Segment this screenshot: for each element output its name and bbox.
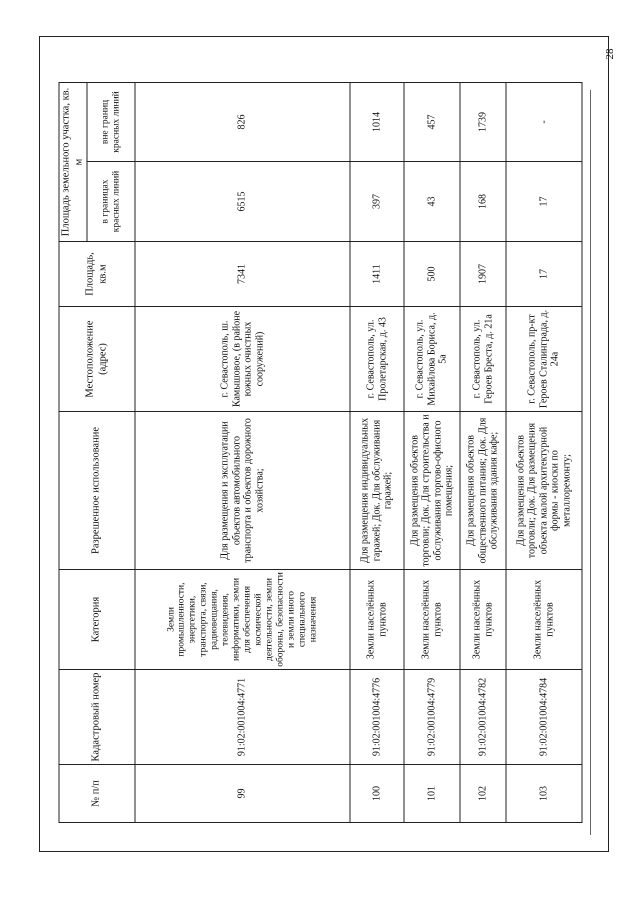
row-num: 101: [404, 764, 460, 822]
row-outside: 1739: [460, 82, 506, 161]
row-num: 99: [135, 764, 350, 822]
row-use: Для размещения и эксплуатации объектов автомобильного транспорта и объектов дорожного хозяйства;: [135, 411, 350, 569]
table-row: [350, 82, 404, 822]
table-row: [506, 82, 582, 822]
row-num: 102: [460, 764, 506, 822]
row-outside: -: [506, 82, 582, 161]
row-cadastral: 91:02:001004:4782: [460, 669, 506, 764]
row-location: г. Севастополь, пр-кт Героев Сталинграда, д. 24а: [506, 306, 582, 411]
row-inside: 17: [506, 161, 582, 241]
header-outside-red-lines: вне границ красных линий: [87, 82, 135, 161]
header-category: Категория: [59, 569, 135, 669]
rotated-table-container: [59, 83, 582, 823]
header-plot-area: Площадь земельного участка, кв. м: [59, 82, 87, 241]
header-num: № п/п: [59, 764, 135, 822]
row-category: Земли населённых пунктов: [506, 569, 582, 669]
row-category: Земли населённых пунктов: [404, 569, 460, 669]
row-use: Для размещения объектов торговли; Док. Для размещения объекта малой архитектурной формы - киоски по металлоремонту;: [506, 411, 582, 569]
row-inside: 43: [404, 161, 460, 241]
land-plots-table: [59, 81, 583, 822]
row-cadastral: 91:02:001004:4779: [404, 669, 460, 764]
footer-rule: [590, 90, 591, 835]
header-row-1: [59, 82, 87, 822]
row-outside: 457: [404, 82, 460, 161]
row-outside: 1014: [350, 82, 404, 161]
row-use: Для размещения объектов общественного питания; Док. Для обслуживания здания кафе;: [460, 411, 506, 569]
table-row: [135, 82, 350, 822]
row-num: 103: [506, 764, 582, 822]
row-inside: 6515: [135, 161, 350, 241]
header-permitted-use: Разрешенное использование: [59, 411, 135, 569]
header-inside-red-lines: в границах красных линий: [87, 161, 135, 241]
header-location: Местоположение (адрес): [59, 306, 135, 411]
row-cadastral: 91:02:001004:4776: [350, 669, 404, 764]
row-cadastral: 91:02:001004:4771: [135, 669, 350, 764]
row-area: 1907: [460, 241, 506, 306]
row-location: г. Севастополь, ул. Героев Бреста, д. 21а: [460, 306, 506, 411]
row-area: 7341: [135, 241, 350, 306]
row-inside: 397: [350, 161, 404, 241]
row-area: 500: [404, 241, 460, 306]
header-area: Площадь, кв.м: [59, 241, 135, 306]
row-area: 1411: [350, 241, 404, 306]
header-cadastral: Кадастровый номер: [59, 669, 135, 764]
row-category: Земли населённых пунктов: [350, 569, 404, 669]
row-location: г. Севастополь, ш. Камышовое, (в районе южных очистных сооружений): [135, 306, 350, 411]
row-outside: 826: [135, 82, 350, 161]
table-row: [460, 82, 506, 822]
row-cadastral: 91:02:001004:4784: [506, 669, 582, 764]
row-use: Для размещения индивидуальных гаражей; Док. Для обслуживания гаражей;: [350, 411, 404, 569]
row-category: Земли населённых пунктов: [460, 569, 506, 669]
table-row: [404, 82, 460, 822]
page-number: 28: [604, 48, 616, 60]
row-area: 17: [506, 241, 582, 306]
row-location: г. Севастополь, ул. Михайлова Бориса, д. 5а: [404, 306, 460, 411]
row-inside: 168: [460, 161, 506, 241]
row-use: Для размещения объектов торговли; Док. Для строительства и обслуживания торгово-офисного помещения;: [404, 411, 460, 569]
row-location: г. Севастополь, ул. Пролетарская, д. 43: [350, 306, 404, 411]
row-category: Земли промышленности, энергетики, транспорта, связи, радиовещания, телевидения, информатики, земли для обеспечения космической деятельности, земли обороны, безопасности и земли иного специального назначения: [135, 569, 350, 669]
row-num: 100: [350, 764, 404, 822]
